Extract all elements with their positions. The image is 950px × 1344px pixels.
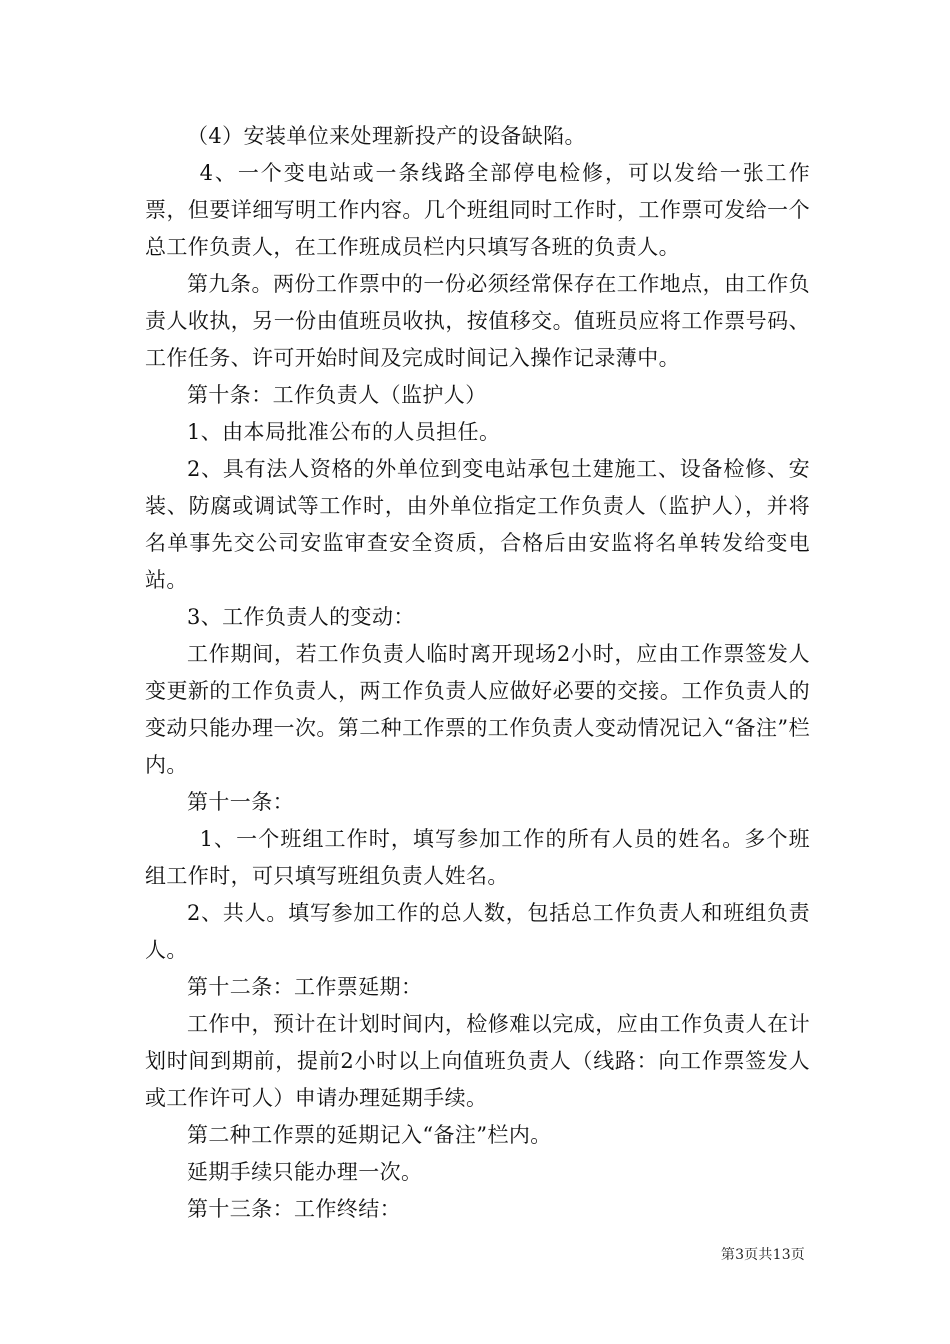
paragraph-9: 第十一条： <box>187 790 294 814</box>
page-number: 第3页共13页 <box>720 1247 805 1263</box>
paragraph-5: 1、由本局批准公布的人员担任。 <box>187 420 501 444</box>
paragraph-3: 第九条。两份工作票中的一份必须经常保存在工作地点，由工作负责人收执，另一份由值班员收执，按值移交。值班员应将工作票号码、工作任务、许可开始时间及完成时间记入操作记录薄中。 <box>145 272 810 370</box>
paragraph-1: （4）安装单位来处理新投产的设备缺陷。 <box>187 124 586 148</box>
paragraph-13: 工作中，预计在计划时间内，检修难以完成，应由工作负责人在计划时间到期前，提前2小时以上向值班负责人（线路：向工作票签发人或工作许可人）申请办理延期手续。 <box>145 1012 810 1110</box>
paragraph-8: 工作期间，若工作负责人临时离开现场2小时，应由工作票签发人变更新的工作负责人，两工作负责人应做好必要的交接。工作负责人的变动只能办理一次。第二种工作票的工作负责人变动情况记入“备注”栏内。 <box>145 642 810 777</box>
paragraph-7: 3、工作负责人的变动： <box>187 605 415 629</box>
paragraph-16: 第十三条：工作终结： <box>187 1197 401 1221</box>
paragraph-14: 第二种工作票的延期记入“备注”栏内。 <box>187 1123 552 1147</box>
document-body <box>145 118 810 1228</box>
paragraph-10: 1、一个班组工作时，填写参加工作的所有人员的姓名。多个班组工作时，可只填写班组负责人姓名。 <box>145 827 810 888</box>
paragraph-11: 2、共人。填写参加工作的总人数，包括总工作负责人和班组负责人。 <box>145 901 810 962</box>
paragraph-4: 第十条：工作负责人（监护人） <box>187 383 487 407</box>
paragraph-6: 2、具有法人资格的外单位到变电站承包土建施工、设备检修、安装、防腐或调试等工作时，由外单位指定工作负责人（监护人），并将名单事先交公司安监审查安全资质，合格后由安监将名单转发给变电站。 <box>145 457 810 592</box>
paragraph-12: 第十二条：工作票延期： <box>187 975 423 999</box>
paragraph-15: 延期手续只能办理一次。 <box>187 1160 423 1184</box>
paragraph-2: 4、一个变电站或一条线路全部停电检修，可以发给一张工作票，但要详细写明工作内容。几个班组同时工作时，工作票可发给一个总工作负责人，在工作班成员栏内只填写各班的负责人。 <box>145 161 810 259</box>
